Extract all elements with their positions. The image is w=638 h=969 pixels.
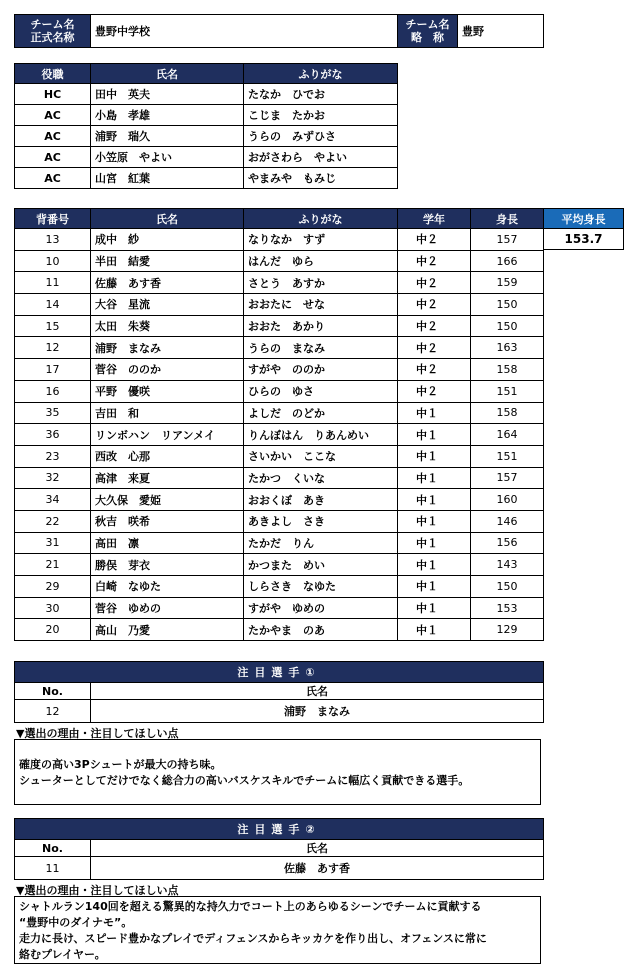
player-number: 17	[15, 359, 91, 381]
player-kana: たかやま のあ	[244, 619, 398, 641]
staff-role: AC	[15, 147, 91, 168]
player-name: 大谷 星流	[91, 294, 244, 316]
player-height: 150	[471, 315, 544, 337]
player-height: 143	[471, 554, 544, 576]
focus-player-1-table	[14, 661, 544, 723]
player-number: 36	[15, 424, 91, 446]
player-height: 146	[471, 510, 544, 532]
player-grade: 中２	[398, 380, 471, 402]
player-number: 20	[15, 619, 91, 641]
player-height: 157	[471, 467, 544, 489]
player-row	[15, 294, 544, 316]
players-header-kana: ふりがな	[244, 209, 398, 229]
team-name-label: チーム名 正式名称	[15, 15, 91, 48]
player-height: 164	[471, 424, 544, 446]
player-height: 156	[471, 532, 544, 554]
player-kana: かつまた めい	[244, 554, 398, 576]
players-header-grade: 学年	[398, 209, 471, 229]
staff-kana: おがさわら やよい	[244, 147, 398, 168]
staff-table	[14, 63, 398, 189]
players-header-number: 背番号	[15, 209, 91, 229]
player-name: リンボハン リアンメイ	[91, 424, 244, 446]
players-header-name: 氏名	[91, 209, 244, 229]
player-row	[15, 250, 544, 272]
player-row	[15, 380, 544, 402]
player-name: 半田 結愛	[91, 250, 244, 272]
team-short-value: 豊野	[458, 15, 544, 48]
player-grade: 中１	[398, 532, 471, 554]
staff-name: 田中 英夫	[91, 84, 244, 105]
player-number: 32	[15, 467, 91, 489]
player-row	[15, 445, 544, 467]
player-row	[15, 467, 544, 489]
player-grade: 中２	[398, 250, 471, 272]
player-row	[15, 619, 544, 641]
player-kana: おおた あかり	[244, 315, 398, 337]
player-number: 13	[15, 229, 91, 251]
focus-player-1-name-label: 氏名	[91, 683, 544, 700]
team-short-label: チーム名 略 称	[398, 15, 458, 48]
focus-player-1-no: 12	[15, 700, 91, 723]
player-height: 159	[471, 272, 544, 294]
player-name: 太田 朱葵	[91, 315, 244, 337]
player-number: 16	[15, 380, 91, 402]
focus-player-2-name: 佐藤 あす香	[91, 857, 544, 880]
player-number: 23	[15, 445, 91, 467]
player-grade: 中２	[398, 359, 471, 381]
player-kana: たかつ くいな	[244, 467, 398, 489]
staff-kana: やまみや もみじ	[244, 168, 398, 189]
focus-player-2-reason	[14, 896, 541, 964]
player-number: 21	[15, 554, 91, 576]
focus-player-1-reason-line: 確度の高い3Pシュートが最大の持ち味。	[19, 758, 222, 771]
average-height-value: 153.7	[544, 229, 624, 250]
focus-player-2-reason-line: シャトルラン140回を超える驚異的な持久力でコート上のあらゆるシーンでチームに貢献する	[19, 900, 482, 913]
player-name: 高津 来夏	[91, 467, 244, 489]
staff-name: 浦野 瑞久	[91, 126, 244, 147]
staff-name: 山宮 紅葉	[91, 168, 244, 189]
staff-role: AC	[15, 126, 91, 147]
player-height: 163	[471, 337, 544, 359]
average-height-label: 平均身長	[544, 209, 624, 229]
player-height: 150	[471, 294, 544, 316]
player-kana: なりなか すず	[244, 229, 398, 251]
player-row	[15, 229, 544, 251]
player-grade: 中１	[398, 597, 471, 619]
player-height: 150	[471, 576, 544, 598]
staff-kana: たなか ひでお	[244, 84, 398, 105]
focus-player-1-no-label: No.	[15, 683, 91, 700]
player-kana: すがや ののか	[244, 359, 398, 381]
player-grade: 中１	[398, 619, 471, 641]
staff-name: 小笠原 やよい	[91, 147, 244, 168]
player-kana: りんぼはん りあんめい	[244, 424, 398, 446]
player-number: 30	[15, 597, 91, 619]
focus-player-1-title: 注目選手①	[15, 662, 544, 683]
staff-row	[15, 168, 398, 189]
player-name: 浦野 まなみ	[91, 337, 244, 359]
player-name: 平野 優咲	[91, 380, 244, 402]
player-grade: 中２	[398, 229, 471, 251]
focus-player-1-reason	[14, 739, 541, 805]
player-row	[15, 510, 544, 532]
player-height: 153	[471, 597, 544, 619]
staff-header-role: 役職	[15, 64, 91, 84]
staff-role: AC	[15, 105, 91, 126]
player-name: 大久保 愛姫	[91, 489, 244, 511]
staff-kana: うらの みずひさ	[244, 126, 398, 147]
staff-row	[15, 147, 398, 168]
player-name: 成中 紗	[91, 229, 244, 251]
player-number: 29	[15, 576, 91, 598]
player-name: 勝俣 芽衣	[91, 554, 244, 576]
player-height: 166	[471, 250, 544, 272]
staff-header-name: 氏名	[91, 64, 244, 84]
player-row	[15, 532, 544, 554]
focus-player-2-reason-label: ▼選出の理由・注目してほしい点	[16, 884, 179, 897]
player-grade: 中２	[398, 272, 471, 294]
player-row	[15, 554, 544, 576]
player-name: 菅谷 ののか	[91, 359, 244, 381]
player-kana: さとう あすか	[244, 272, 398, 294]
player-row	[15, 489, 544, 511]
player-row	[15, 576, 544, 598]
focus-player-2-no: 11	[15, 857, 91, 880]
focus-player-2-reason-line: 走力に長け、スピード豊かなプレイでディフェンスからキッカケを作り出し、オフェンスに常に	[19, 932, 487, 945]
player-kana: たかだ りん	[244, 532, 398, 554]
player-row	[15, 402, 544, 424]
player-grade: 中１	[398, 467, 471, 489]
player-kana: ひらの ゆさ	[244, 380, 398, 402]
player-row	[15, 337, 544, 359]
player-name: 佐藤 あす香	[91, 272, 244, 294]
player-kana: うらの まなみ	[244, 337, 398, 359]
player-height: 129	[471, 619, 544, 641]
team-table	[14, 14, 544, 48]
staff-name: 小島 孝雄	[91, 105, 244, 126]
player-number: 10	[15, 250, 91, 272]
player-grade: 中２	[398, 337, 471, 359]
staff-row	[15, 84, 398, 105]
player-kana: すがや ゆめの	[244, 597, 398, 619]
player-name: 秋吉 咲希	[91, 510, 244, 532]
player-height: 158	[471, 359, 544, 381]
player-kana: おおたに せな	[244, 294, 398, 316]
focus-player-2-title: 注目選手②	[15, 819, 544, 840]
focus-player-2-no-label: No.	[15, 840, 91, 857]
player-number: 14	[15, 294, 91, 316]
player-row	[15, 272, 544, 294]
player-kana: あきよし さき	[244, 510, 398, 532]
player-height: 151	[471, 380, 544, 402]
staff-row	[15, 126, 398, 147]
player-name: 白崎 なゆた	[91, 576, 244, 598]
player-kana: よしだ のどか	[244, 402, 398, 424]
player-row	[15, 424, 544, 446]
player-name: 西改 心那	[91, 445, 244, 467]
player-name: 菅谷 ゆめの	[91, 597, 244, 619]
player-grade: 中１	[398, 489, 471, 511]
player-number: 12	[15, 337, 91, 359]
player-grade: 中１	[398, 576, 471, 598]
player-row	[15, 359, 544, 381]
player-name: 高山 乃愛	[91, 619, 244, 641]
focus-player-2-reason-line: 絡むプレイヤー。	[19, 948, 106, 961]
player-number: 34	[15, 489, 91, 511]
staff-header-kana: ふりがな	[244, 64, 398, 84]
player-grade: 中１	[398, 424, 471, 446]
player-height: 151	[471, 445, 544, 467]
player-height: 158	[471, 402, 544, 424]
focus-player-2-name-label: 氏名	[91, 840, 544, 857]
player-name: 吉田 和	[91, 402, 244, 424]
player-number: 11	[15, 272, 91, 294]
player-kana: おおくぼ あき	[244, 489, 398, 511]
player-kana: しらさき なゆた	[244, 576, 398, 598]
player-kana: さいかい ここな	[244, 445, 398, 467]
player-grade: 中１	[398, 445, 471, 467]
player-height: 157	[471, 229, 544, 251]
focus-player-2-table	[14, 818, 544, 880]
average-height-table	[543, 208, 624, 250]
focus-player-1-reason-line: シューターとしてだけでなく総合力の高いバスケスキルでチームに幅広く貢献できる選手。	[19, 774, 470, 787]
player-row	[15, 597, 544, 619]
player-number: 35	[15, 402, 91, 424]
player-height: 160	[471, 489, 544, 511]
focus-player-1-reason-label: ▼選出の理由・注目してほしい点	[16, 727, 179, 740]
player-grade: 中２	[398, 294, 471, 316]
player-number: 15	[15, 315, 91, 337]
staff-role: HC	[15, 84, 91, 105]
focus-player-2-reason-line: “豊野中のダイナモ”。	[19, 916, 133, 929]
player-kana: はんだ ゆら	[244, 250, 398, 272]
staff-kana: こじま たかお	[244, 105, 398, 126]
staff-role: AC	[15, 168, 91, 189]
players-header-height: 身長	[471, 209, 544, 229]
player-grade: 中１	[398, 554, 471, 576]
player-grade: 中２	[398, 315, 471, 337]
player-grade: 中１	[398, 510, 471, 532]
player-grade: 中１	[398, 402, 471, 424]
focus-player-1-name: 浦野 まなみ	[91, 700, 544, 723]
player-name: 高田 凛	[91, 532, 244, 554]
team-name-value: 豊野中学校	[91, 15, 398, 48]
staff-row	[15, 105, 398, 126]
player-number: 31	[15, 532, 91, 554]
player-number: 22	[15, 510, 91, 532]
players-table	[14, 208, 544, 641]
player-row	[15, 315, 544, 337]
